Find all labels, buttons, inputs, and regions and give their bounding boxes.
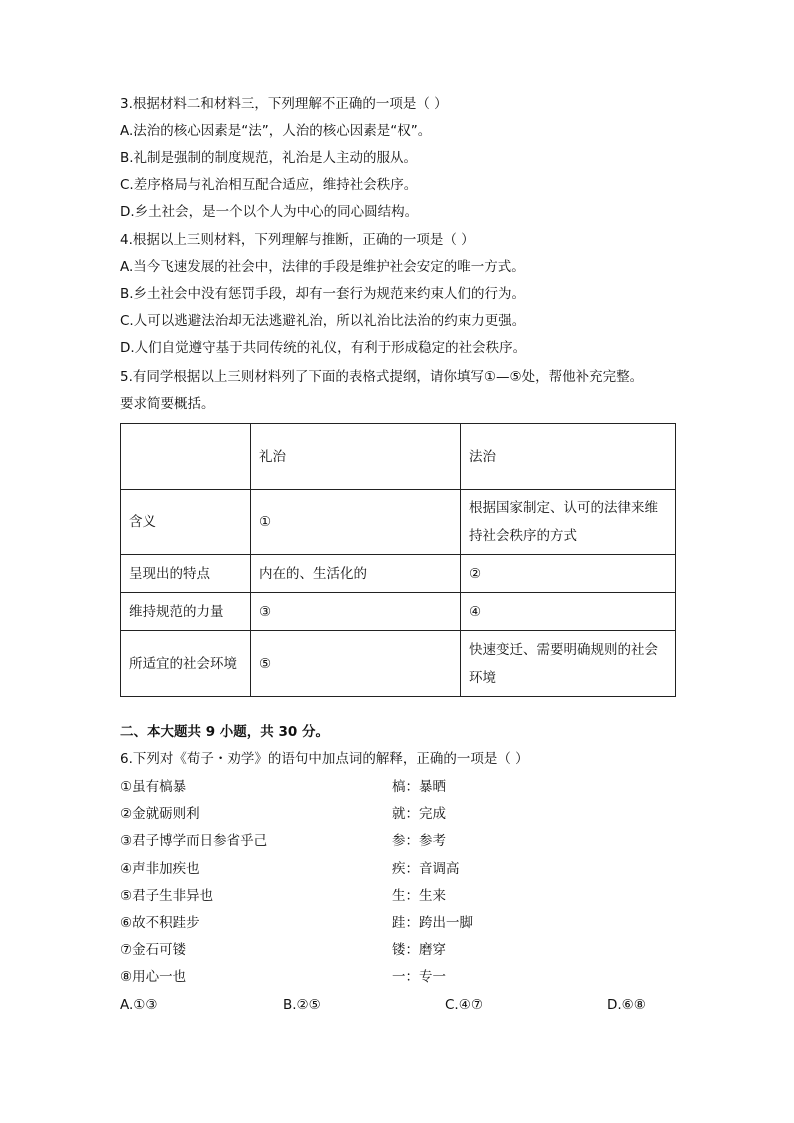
vocab-phrase: ①虽有槁暴 bbox=[120, 779, 187, 795]
choice-b: B.②⑤ bbox=[283, 997, 321, 1013]
table-row bbox=[121, 555, 676, 593]
table-row bbox=[121, 490, 676, 555]
vocab-phrase: ⑦金石可镂 bbox=[120, 942, 187, 958]
q5-stem: 5.有同学根据以上三则材料列了下面的表格式提纲，请你填写①—⑤处，帮他补充完整。 bbox=[120, 369, 644, 385]
table-cell: 呈现出的特点 bbox=[121, 555, 251, 593]
vocab-item bbox=[120, 831, 680, 851]
vocab-item bbox=[120, 967, 680, 987]
table-header-cell: 礼治 bbox=[251, 424, 461, 490]
vocab-item bbox=[120, 886, 680, 906]
table-row bbox=[121, 631, 676, 697]
table-cell: 快速变迁、需要明确规则的社会环境 bbox=[461, 631, 676, 697]
q4-stem: 4.根据以上三则材料，下列理解与推断，正确的一项是（ ） bbox=[120, 232, 475, 248]
table-header-cell: 法治 bbox=[461, 424, 676, 490]
table-cell: ⑤ bbox=[251, 631, 461, 697]
vocab-phrase: ⑧用心一也 bbox=[120, 969, 187, 985]
q3-stem: 3.根据材料二和材料三，下列理解不正确的一项是（ ） bbox=[120, 96, 448, 112]
table-cell: ③ bbox=[251, 593, 461, 631]
vocab-phrase: ⑤君子生非异也 bbox=[120, 888, 214, 904]
q3-option-a: A.法治的核心因素是“法”，人治的核心因素是“权”。 bbox=[120, 123, 432, 139]
vocab-item bbox=[120, 777, 680, 797]
table-cell: ① bbox=[251, 490, 461, 555]
q4-option-a: A.当今飞速发展的社会中，法律的手段是维护社会安定的唯一方式。 bbox=[120, 259, 525, 275]
q4-option-d: D.人们自觉遵守基于共同传统的礼仪，有利于形成稳定的社会秩序。 bbox=[120, 340, 527, 356]
outline-table bbox=[120, 423, 676, 697]
q4-option-c: C.人可以逃避法治却无法逃避礼治，所以礼治比法治的约束力更强。 bbox=[120, 313, 526, 329]
table-cell: 含义 bbox=[121, 490, 251, 555]
choice-c: C.④⑦ bbox=[445, 997, 483, 1013]
section-heading: 二、本大题共 9 小题，共 30 分。 bbox=[120, 724, 329, 740]
q3-option-b: B.礼制是强制的制度规范，礼治是人主动的服从。 bbox=[120, 150, 418, 166]
vocab-phrase: ⑥故不积跬步 bbox=[120, 915, 200, 931]
vocab-gloss: 疾：音调高 bbox=[392, 861, 460, 877]
q5-stem-continued: 要求简要概括。 bbox=[120, 396, 215, 412]
table-cell: 维持规范的力量 bbox=[121, 593, 251, 631]
choice-a: A.①③ bbox=[120, 997, 158, 1013]
vocab-item bbox=[120, 940, 680, 960]
vocab-gloss: 一：专一 bbox=[392, 969, 446, 985]
table-header-row bbox=[121, 424, 676, 490]
table-cell: ② bbox=[461, 555, 676, 593]
table-cell: 所适宜的社会环境 bbox=[121, 631, 251, 697]
vocab-item bbox=[120, 859, 680, 879]
q6-stem: 6.下列对《荀子・劝学》的语句中加点词的解释，正确的一项是（ ） bbox=[120, 751, 529, 767]
vocab-item bbox=[120, 804, 680, 824]
q4-option-b: B.乡土社会中没有惩罚手段，却有一套行为规范来约束人们的行为。 bbox=[120, 286, 526, 302]
vocab-phrase: ④声非加疾也 bbox=[120, 861, 200, 877]
table-cell: ④ bbox=[461, 593, 676, 631]
vocab-gloss: 参：参考 bbox=[392, 833, 446, 849]
vocab-gloss: 跬：跨出一脚 bbox=[392, 915, 473, 931]
choice-d: D.⑥⑧ bbox=[607, 997, 646, 1013]
vocab-gloss: 就：完成 bbox=[392, 806, 446, 822]
vocab-item bbox=[120, 913, 680, 933]
table-header-cell bbox=[121, 424, 251, 490]
q3-option-c: C.差序格局与礼治相互配合适应，维持社会秩序。 bbox=[120, 177, 418, 193]
vocab-gloss: 槁：暴晒 bbox=[392, 779, 446, 795]
table-cell: 根据国家制定、认可的法律来维持社会秩序的方式 bbox=[461, 490, 676, 555]
table-row bbox=[121, 593, 676, 631]
vocab-phrase: ②金就砺则利 bbox=[120, 806, 200, 822]
vocab-phrase: ③君子博学而日参省乎己 bbox=[120, 833, 268, 849]
vocab-gloss: 镂：磨穿 bbox=[392, 942, 446, 958]
q6-choices bbox=[120, 995, 680, 1015]
vocab-gloss: 生：生来 bbox=[392, 888, 446, 904]
table-cell: 内在的、生活化的 bbox=[251, 555, 461, 593]
q3-option-d: D.乡土社会，是一个以个人为中心的同心圆结构。 bbox=[120, 204, 419, 220]
